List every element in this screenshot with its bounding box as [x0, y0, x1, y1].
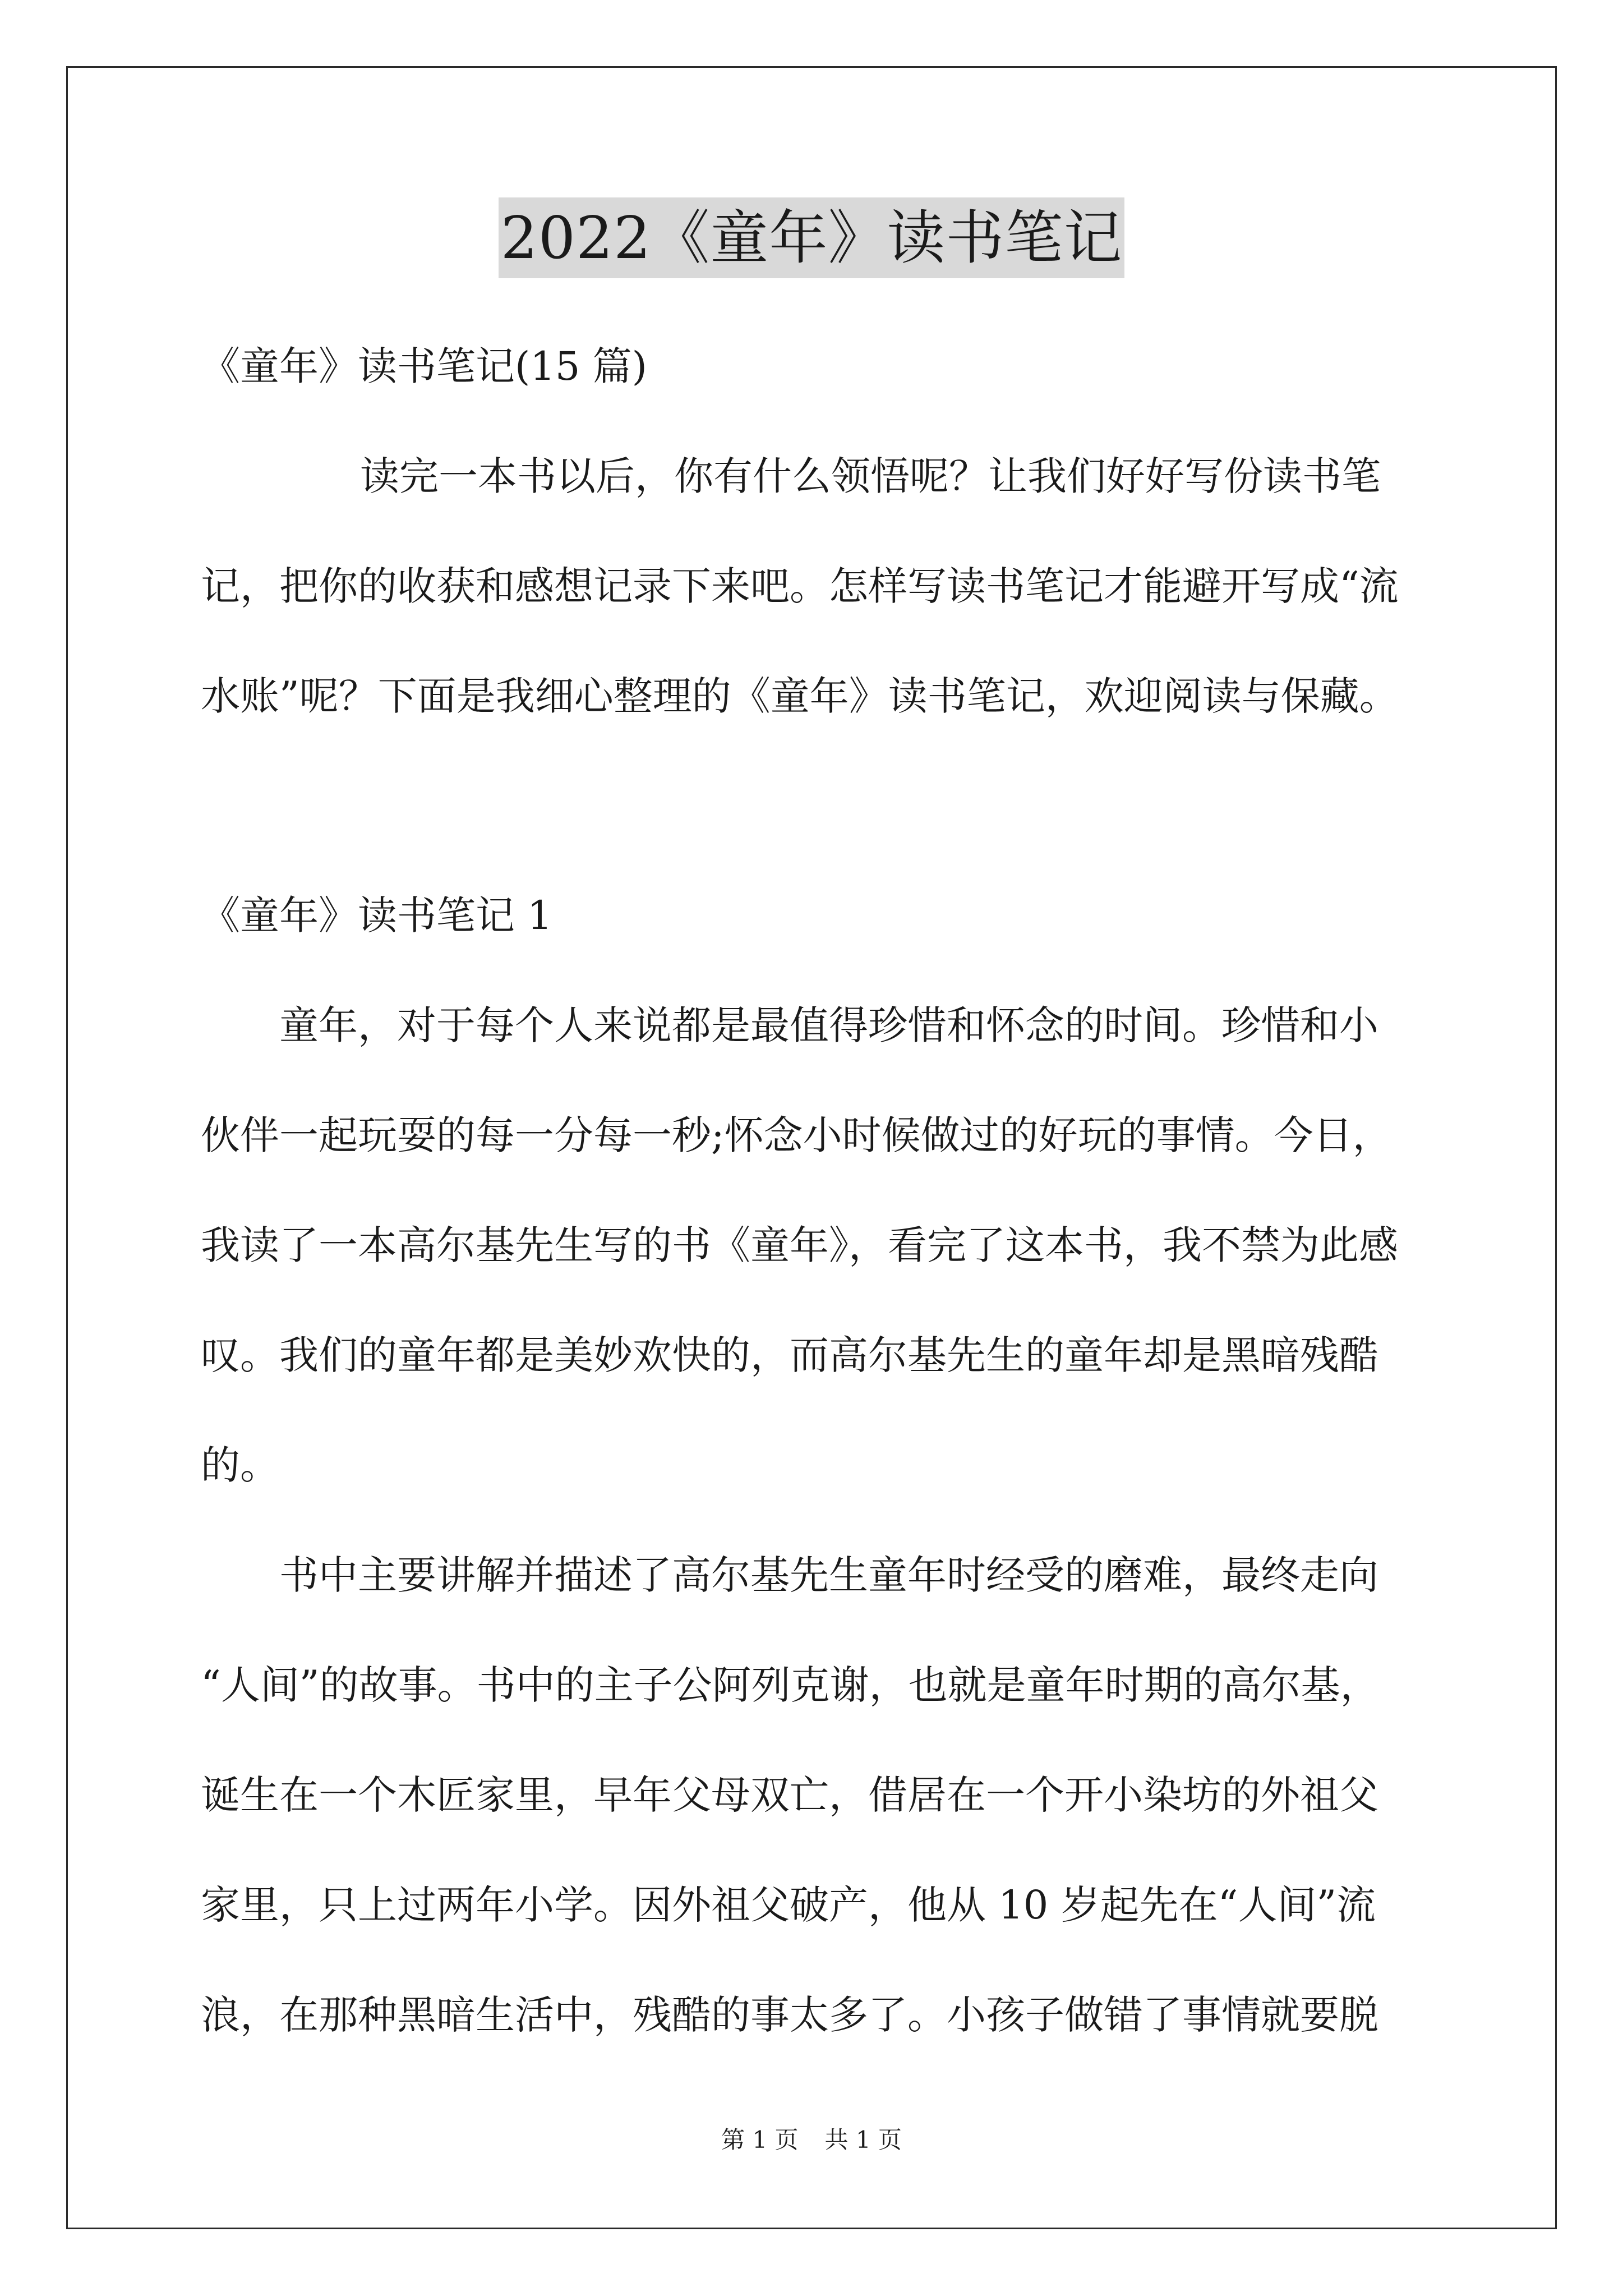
page-total: 共 1 页 [824, 2126, 902, 2154]
intro-line-2: 记，把你的收获和感想记录下来吧。怎样写读书笔记才能避开写成“流 [201, 563, 1399, 609]
title-container [0, 197, 1623, 278]
page-number: 第 1 页 [721, 2126, 799, 2154]
subtitle: 《童年》读书笔记(15 篇) [201, 343, 647, 389]
paragraph2-line-4: 家里，只上过两年小学。因外祖父破产，他从 10 岁起先在“人间”流 [201, 1882, 1376, 1928]
paragraph2-line-5: 浪，在那种黑暗生活中，残酷的事太多了。小孩子做错了事情就要脱 [201, 1992, 1378, 2038]
page-footer [0, 2123, 1623, 2157]
paragraph1-line-2: 伙伴一起玩耍的每一分每一秒;怀念小时候做过的好玩的事情。今日， [201, 1112, 1392, 1158]
document-body [201, 311, 1440, 2070]
paragraph1-line-4: 叹。我们的童年都是美妙欢快的，而高尔基先生的童年却是黑暗残酷 [201, 1332, 1378, 1378]
paragraph2-line-3: 诞生在一个木匠家里，早年父母双亡，借居在一个开小染坊的外祖父 [201, 1772, 1378, 1818]
paragraph2-line-1: 书中主要讲解并描述了高尔基先生童年时经受的磨难，最终走向 [279, 1552, 1378, 1598]
intro-line-1: 读完一本书以后，你有什么领悟呢？让我们好好写份读书笔 [360, 453, 1381, 499]
paragraph1-line-1: 童年，对于每个人来说都是最值得珍惜和怀念的时间。珍惜和小 [279, 1002, 1378, 1048]
paragraph2-line-2: “人间”的故事。书中的主子公阿列克谢，也就是童年时期的高尔基， [201, 1662, 1380, 1708]
paragraph1-line-5: 的。 [201, 1442, 279, 1488]
page-title: 2022《童年》读书笔记 [499, 197, 1125, 278]
paragraph-spacer [201, 751, 1440, 861]
intro-line-3: 水账”呢？下面是我细心整理的《童年》读书笔记，欢迎阅读与保藏。 [201, 673, 1399, 719]
section-heading: 《童年》读书笔记 1 [201, 892, 552, 938]
paragraph1-line-3: 我读了一本高尔基先生写的书《童年》，看完了这本书，我不禁为此感 [201, 1222, 1398, 1268]
